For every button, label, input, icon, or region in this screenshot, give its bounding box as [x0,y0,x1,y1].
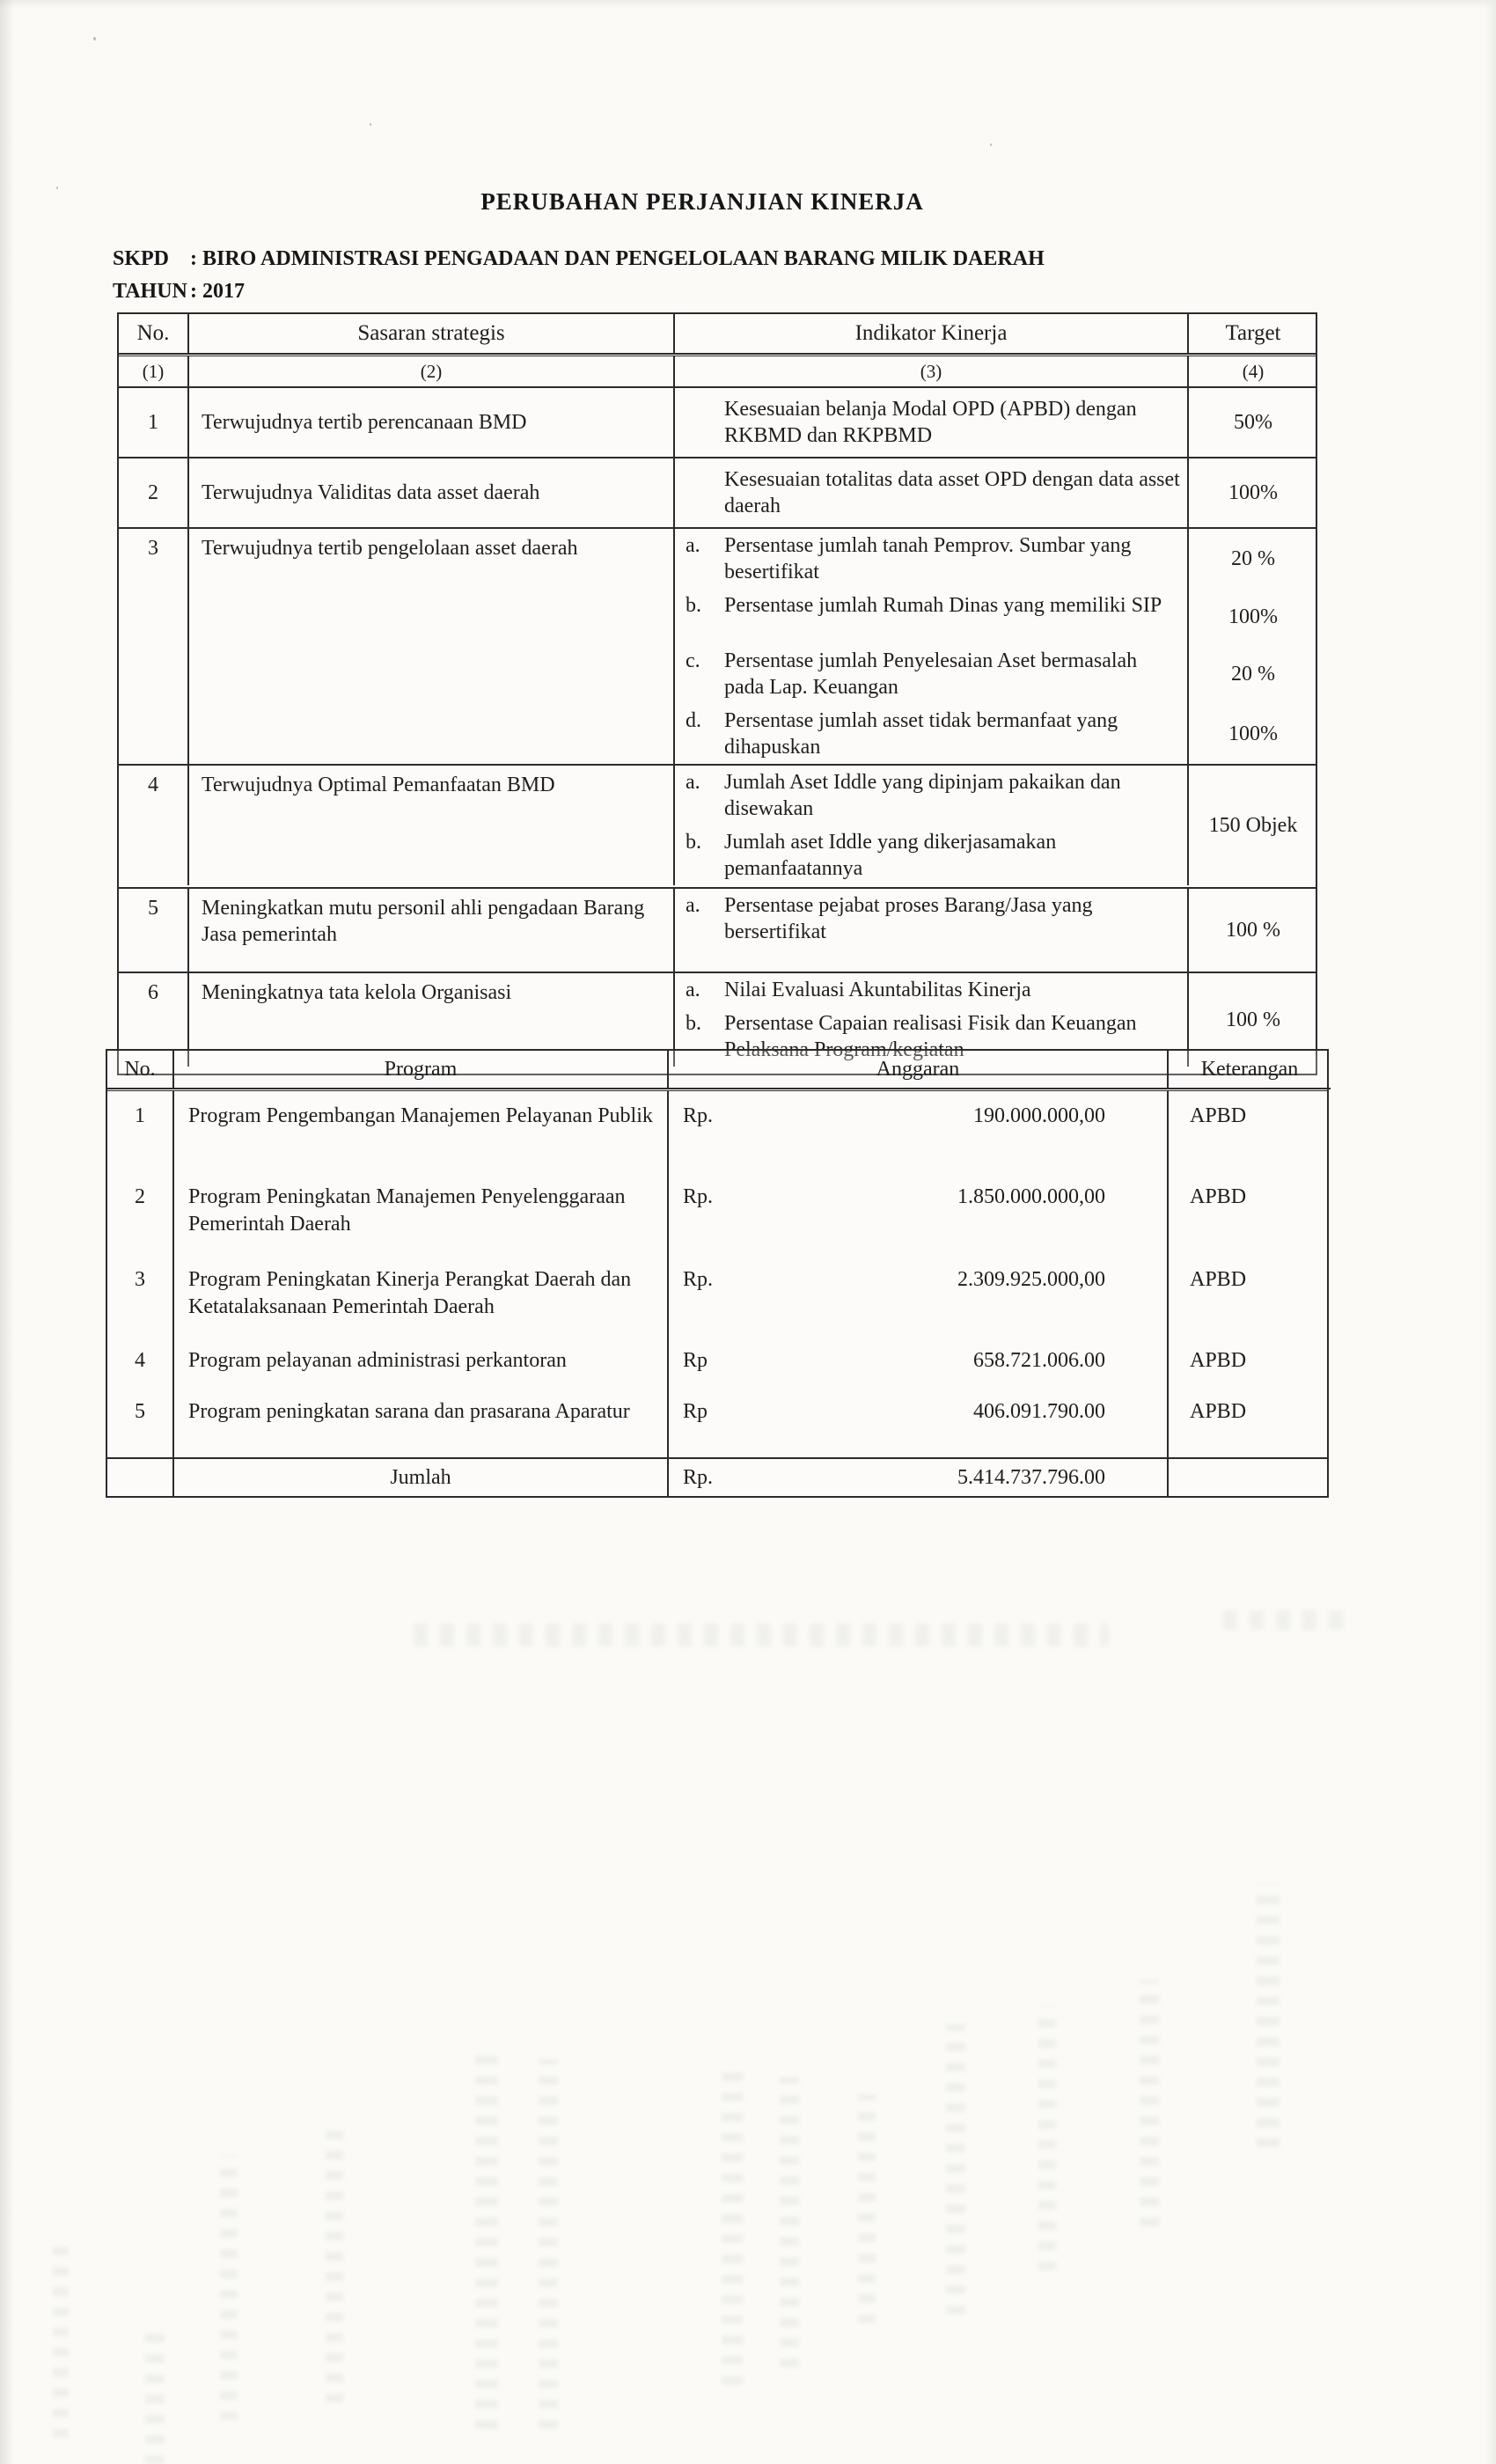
program-row-number: 3 [107,1255,174,1336]
header-keterangan: Keterangan [1169,1051,1331,1089]
scan-speck [370,123,371,126]
anggaran-amount: 658.721.006.00 [973,1349,1105,1372]
scan-edge-shadow-top [0,0,1496,9]
header-target: Target [1189,314,1317,355]
program-table [106,1049,1329,1498]
indikator-item-label: c. [686,649,700,672]
anggaran-amount: 2.309.925.000,00 [957,1268,1105,1291]
header-program: Program [174,1051,669,1089]
program-name-cell: Program peningkatan sarana dan prasarana Aparatur [174,1387,669,1457]
bleed-through-artifact [326,2130,343,2402]
target-value: 20 % [1231,663,1275,686]
bleed-through-artifact [414,1624,1109,1646]
indikator-item-label: a. [686,979,700,1001]
indikator-item-label: d. [686,709,701,732]
sasaran-strategis-cell: Terwujudnya tertib pengelolaan asset daerah [189,529,675,764]
sasaran-strategis-cell: Terwujudnya Optimal Pemanfaatan BMD [189,766,675,885]
scan-speck [990,143,992,146]
kinerja-table-column-numbers [119,356,1316,388]
sasaran-strategis-cell: Meningkatkan mutu personil ahli pengadaan Barang Jasa pemerintah [189,889,675,972]
total-amount: 5.414.737.796.00 [957,1466,1105,1489]
bleed-through-artifact [946,2024,965,2314]
program-table-total-row [107,1457,1327,1496]
colnum-3: (3) [675,356,1189,388]
tahun-value: : 2017 [190,280,245,303]
indikator-item [675,388,1189,457]
indikator-item-label: b. [686,594,701,617]
target-value: 100% [1228,722,1278,745]
total-anggaran-cell [669,1459,1169,1496]
total-label: Jumlah [174,1459,669,1496]
program-row [107,1091,1327,1172]
program-name-cell: Program Peningkatan Kinerja Perangkat Daerah dan Ketatalaksanaan Pemerintah Daerah [174,1255,669,1336]
indikator-item-label: a. [686,534,700,557]
bleed-through-artifact [1223,1610,1346,1630]
header-no: No. [107,1051,174,1089]
scan-edge-shadow-right [1485,0,1496,2464]
bleed-through-artifact [53,2244,69,2438]
total-empty-no-cell [107,1459,174,1496]
indikator-item [675,889,1189,972]
indikator-item [675,973,1189,1007]
anggaran-cell [669,1387,1169,1457]
sasaran-strategis-cell: Terwujudnya Validitas data asset daerah [189,458,675,527]
bleed-through-artifact [220,2156,238,2420]
tahun-line [113,275,1045,308]
program-row-number: 4 [107,1336,174,1387]
program-name-cell: Program Peningkatan Manajemen Penyelenggaraan Pemerintah Daerah [174,1172,669,1255]
anggaran-cell [669,1172,1169,1255]
target-value: 50% [1234,411,1272,434]
kinerja-row-number: 6 [119,973,189,1067]
indikator-item-text: Persentase jumlah asset tidak bermanfaat yang dihapuskan [724,709,1118,759]
bleed-through-artifact [1038,2006,1056,2270]
indikator-item-text: Persentase pejabat proses Barang/Jasa yang bersertifikat [724,894,1093,943]
keterangan-cell: APBD [1190,1349,1247,1372]
bleed-through-artifact [475,2050,498,2429]
program-row [107,1387,1327,1457]
bleed-through-artifact [145,2323,165,2464]
bleed-through-artifact [722,2068,743,2385]
tahun-label: TAHUN [113,280,187,303]
total-keterangan [1169,1459,1331,1496]
kinerja-row-number: 1 [119,388,189,457]
indikator-item-text: Jumlah aset Iddle yang dikerjasamakan pemanfaatannya [724,831,1057,880]
target-value: 100% [1228,481,1278,504]
program-row [107,1172,1327,1255]
kinerja-row-number: 3 [119,529,189,764]
indikator-item-text: Kesesuaian totalitas data asset OPD dengan data asset daerah [724,468,1180,517]
header-anggaran: Anggaran [669,1051,1169,1089]
indikator-item [675,589,1189,644]
target-value: 100 % [1226,1008,1280,1031]
program-row-number: 5 [107,1387,174,1457]
kinerja-row [119,764,1316,887]
total-currency: Rp. [683,1466,714,1489]
indikator-item [675,644,1189,704]
colnum-4: (4) [1189,356,1317,388]
indikator-item [675,704,1189,764]
kinerja-row [119,388,1316,457]
anggaran-amount: 406.091.790.00 [973,1400,1105,1423]
kinerja-row-number: 4 [119,766,189,885]
target-value: 100 % [1226,919,1280,942]
program-name-cell: Program Pengembangan Manajemen Pelayanan Publik [174,1091,669,1172]
program-table-header [107,1051,1327,1089]
indikator-item [675,458,1189,527]
bleed-through-artifact [1140,1980,1159,2226]
kinerja-row [119,527,1316,764]
anggaran-cell [669,1091,1169,1172]
target-value: 20 % [1231,547,1275,570]
bleed-through-artifact [858,2094,876,2323]
indikator-item-label: b. [686,1012,701,1035]
header-sasaran: Sasaran strategis [189,314,675,355]
target-value: 150 Objek [1208,814,1298,837]
indikator-item-text: Persentase jumlah tanah Pemprov. Sumbar yang besertifikat [724,534,1132,583]
indikator-item-text: Persentase jumlah Penyelesaian Aset bermasalah pada Lap. Keuangan [724,649,1138,699]
skpd-value: : BIRO ADMINISTRASI PENGADAAN DAN PENGELOLAAN BARANG MILIK DAERAH [190,247,1045,270]
skpd-line [113,243,1045,275]
currency-label: Rp [683,1400,708,1423]
program-row [107,1336,1327,1387]
keterangan-cell: APBD [1190,1400,1247,1423]
bleed-through-artifact [1257,1883,1280,2147]
bleed-through-artifact [539,2059,558,2429]
anggaran-cell [669,1255,1169,1336]
currency-label: Rp [683,1349,708,1372]
currency-label: Rp. [683,1104,714,1127]
indikator-item [675,766,1189,825]
currency-label: Rp. [683,1268,714,1291]
kinerja-row-number: 2 [119,458,189,527]
header-no: No. [119,314,189,355]
kinerja-row [119,887,1316,972]
anggaran-amount: 190.000.000,00 [973,1104,1105,1127]
scan-speck [93,37,96,40]
keterangan-cell: APBD [1190,1104,1247,1127]
indikator-item [675,825,1189,885]
skpd-label: SKPD [113,247,170,270]
sasaran-strategis-cell: Meningkatnya tata kelola Organisasi [189,973,675,1067]
colnum-2: (2) [189,356,675,388]
indikator-item-text: Persentase jumlah Rumah Dinas yang memiliki SIP [724,594,1162,617]
program-table-body [107,1091,1327,1457]
program-row [107,1255,1327,1336]
indikator-item-text: Nilai Evaluasi Akuntabilitas Kinerja [724,979,1031,1001]
kinerja-table-header [119,314,1316,355]
indikator-item-text: Kesesuaian belanja Modal OPD (APBD) dengan RKBMD dan RKPBMD [724,398,1137,447]
colnum-1: (1) [119,356,189,388]
target-value: 100% [1228,605,1278,628]
indikator-item-label: a. [686,894,700,917]
document-meta [113,243,1045,308]
indikator-item-text: Jumlah Aset Iddle yang dipinjam pakaikan dan disewakan [724,771,1121,820]
indikator-item-text: Persentase Capaian realisasi Fisik dan Keuangan Pelaksana Program/kegiatan [724,1012,1137,1061]
kinerja-table [117,312,1317,1075]
kinerja-row [119,457,1316,527]
scan-edge-shadow-left [0,0,14,2464]
indikator-item-label: a. [686,771,700,794]
sasaran-strategis-cell: Terwujudnya tertib perencanaan BMD [189,388,675,457]
indikator-item [675,529,1189,589]
kinerja-row-number: 5 [119,889,189,972]
bleed-through-artifact [780,2077,799,2367]
header-indikator: Indikator Kinerja [675,314,1189,355]
program-name-cell: Program pelayanan administrasi perkantoran [174,1336,669,1387]
keterangan-cell: APBD [1190,1185,1247,1208]
program-row-number: 1 [107,1091,174,1172]
anggaran-cell [669,1336,1169,1387]
kinerja-table-body [119,388,1316,1074]
keterangan-cell: APBD [1190,1268,1247,1291]
indikator-item-label: b. [686,831,701,854]
anggaran-amount: 1.850.000.000,00 [957,1185,1105,1208]
currency-label: Rp. [683,1185,714,1208]
program-row-number: 2 [107,1172,174,1255]
page-title: PERUBAHAN PERJANJIAN KINERJA [480,188,924,215]
